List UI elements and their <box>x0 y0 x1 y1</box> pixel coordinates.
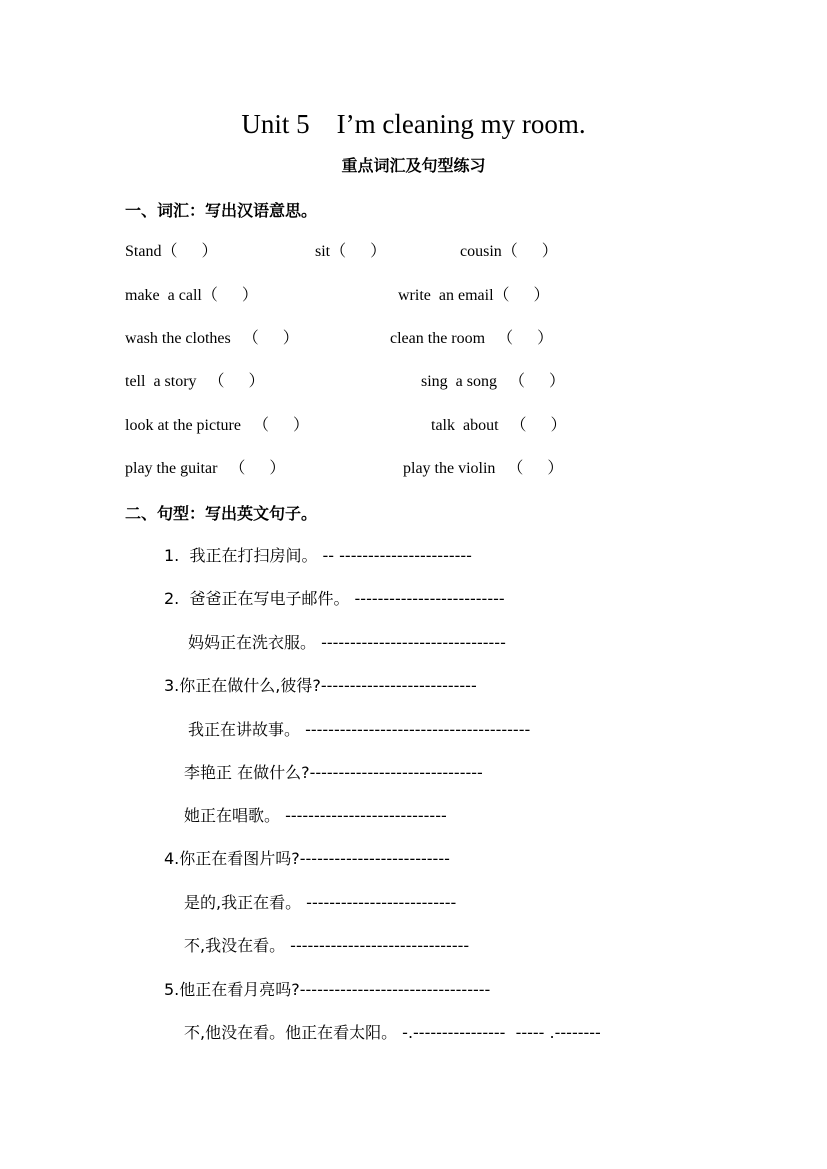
vocab-item-cousin: cousin（ ） <box>460 243 558 260</box>
sentence-line: 李艳正 在做什么?------------------------------ <box>184 763 483 782</box>
sentence-line: 不,他没在看。他正在看太阳。 -.---------------- ----- .-------- <box>184 1023 601 1042</box>
sentence-line: 妈妈正在洗衣服。 -------------------------------- <box>188 633 506 652</box>
vocab-item-talk-about: talk about （ ） <box>431 417 567 434</box>
sentence-line: 我正在讲故事。 --------------------------------------- <box>188 720 531 739</box>
vocab-item-play-the-violin: play the violin （ ） <box>403 460 564 477</box>
vocab-item-sing-a-song: sing a song （ ） <box>421 373 566 390</box>
vocab-item-write-an-email: write an email（ ） <box>398 287 550 304</box>
sentence-line: 不,我没在看。 ------------------------------- <box>184 936 470 955</box>
vocab-item-stand: Stand（ ） <box>125 243 218 260</box>
section-vocabulary-heading: 一、词汇：写出汉语意思。 <box>125 201 318 220</box>
worksheet-title: Unit 5 I’m cleaning my room. <box>241 109 586 139</box>
vocab-item-play-the-guitar: play the guitar （ ） <box>125 460 286 477</box>
worksheet-subtitle: 重点词汇及句型练习 <box>341 156 486 175</box>
vocab-item-clean-the-room: clean the room （ ） <box>390 330 554 347</box>
sentence-line: 4.你正在看图片吗?-------------------------- <box>164 849 450 868</box>
vocab-item-look-at-the-picture: look at the picture （ ） <box>125 417 309 434</box>
sentence-line: 3.你正在做什么,彼得?--------------------------- <box>164 676 477 695</box>
vocab-item-tell-a-story: tell a story （ ） <box>125 373 265 390</box>
sentence-line: 是的,我正在看。 -------------------------- <box>184 893 457 912</box>
section-sentences-heading: 二、句型：写出英文句子。 <box>125 504 318 523</box>
sentence-line: 5.他正在看月亮吗?--------------------------------- <box>164 980 491 999</box>
vocab-item-make-a-call: make a call（ ） <box>125 287 258 304</box>
vocab-item-wash-the-clothes: wash the clothes （ ） <box>125 330 299 347</box>
sentence-line: 1. 我正在打扫房间。 -- ----------------------- <box>164 546 472 565</box>
sentence-line: 2. 爸爸正在写电子邮件。 -------------------------- <box>164 589 505 608</box>
sentence-line: 她正在唱歌。 ---------------------------- <box>184 806 447 825</box>
vocab-item-sit: sit（ ） <box>315 243 387 260</box>
